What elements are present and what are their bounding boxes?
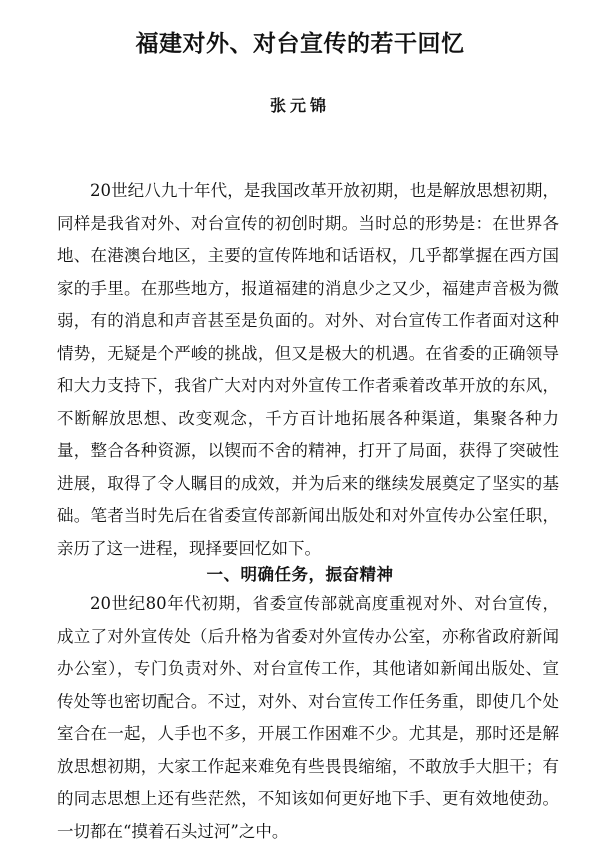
author-name: 张元锦 <box>269 96 330 115</box>
document-title: 福建对外、对台宣传的若干回忆 <box>135 30 465 57</box>
intro-paragraph: 20世纪八九十年代，是我国改革开放初期，也是解放思想初期，同样是我省对外、对台宣传的初创时期。当时总的形势是：在世界各地、在港澳台地区，主要的宣传阵地和话语权，几乎都掌握在西方国家的手里。在那些地方，报道福建的消息少之又少，福建声音极为微弱，有的消息和声音甚至是负面的。对外、对台宣传工作者面对这种情势，无疑是个严峻的挑战，但又是极大的机遇。在省委的正确领导和大力支持下，我省广大对内对外宣传工作者乘着改革开放的东风，不断解放思想、改变观念，千方百计地拓展各种渠道，集聚各种力量，整合各种资源，以锲而不舍的精神，打开了局面，获得了突破性进展，取得了令人瞩目的成效，并为后来的继续发展奠定了坚实的基础。笔者当时先后在省委宣传部新闻出版处和对外宣传办公室任职，亲历了这一进程，现择要回忆如下。 <box>57 181 559 558</box>
section-paragraph: 20世纪80年代初期，省委宣传部就高度重视对外、对台宣传，成立了对外宣传处（后升格为省委对外宣传办公室，亦称省政府新闻办公室），专门负责对外、对台宣传工作，其他诸如新闻出版处、宣传处等也密切配合。不过，对外、对台宣传工作任务重，即使几个处室合在一起，人手也不多，开展工作困难不少。尤其是，那时还是解放思想初期，大家工作起来难免有些畏畏缩缩，不敢放手大胆干；有的同志思想上还有些茫然，不知该如何更好地下手、更有效地使劲。一切都在“摸着石头过河”之中。 <box>57 594 559 841</box>
section-heading: 一、明确任务，振奋精神 <box>206 565 394 584</box>
